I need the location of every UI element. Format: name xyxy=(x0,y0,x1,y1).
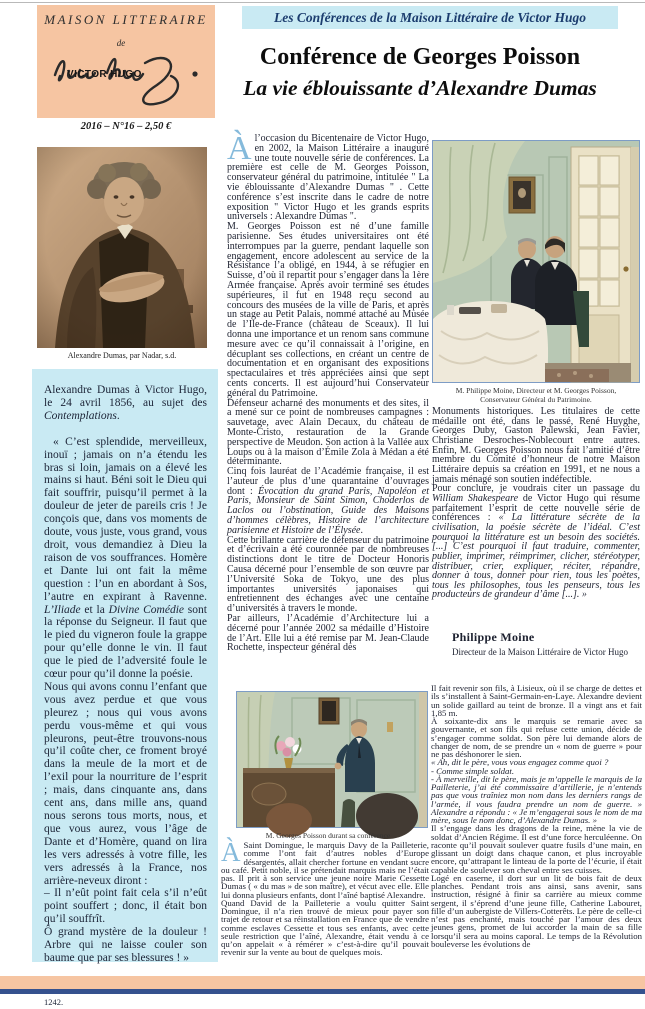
moine-poisson-photo xyxy=(432,140,640,383)
dialogue-line: « Ah, dit le père, vous vous engagez comme quoi ? xyxy=(431,757,609,768)
article-paragraph: Par ailleurs, l’Académie d’Architecture lui a décerné pour l’année 2002 sa médaille d’Histoire de l’Art. Elle lui a été remise par M. Jean-Claude Rochette, inspecteur général des xyxy=(227,613,429,654)
article-column-right xyxy=(432,407,640,600)
dropcap-a: À xyxy=(221,837,241,867)
dialogue-line: - À merveille, dit le père, mais je m’appelle le marquis de la Pailleterie, j’ai été commissaire d’artillerie, je n’entends pas que vous traîniez mon nom dans les derniers rangs de l’armée, il vous faudra prendre un nom de guerre. » Alexandre a répondu : « Je m’engagerai sous le nom de ma mère, sous le nom donc, d’Alexandre Dumas. » xyxy=(431,773,642,825)
footer-navy-bar xyxy=(0,989,645,994)
article-paragraph: M. Georges Poisson est né d’une famille parisienne. Ses études universitaires ont été interrompues par la guerre, pendant laquelle son engagement, encore adolescent au service de la Résistance l’a obligé, en 1944, à se réfugier en Suisse, d’où il repartit pour s’engager dans la 1ère Armée française. Après avoir terminé ses études supérieures, il fut en 1948 reçu second au concours des musées de la ville de Paris, et après un stage au Petit Palais, nommé attaché au Musée de l’Ile-de-France (château de Sceaux). Il lui donna une importance et un renom sans commune mesure avec ce qu’il connaissait à l’origine, en décuplant ses collections, en créant un centre de documentation et en organisant des expositions spectaculaires et très appréciées ainsi que sept cents concerts. Il est aujourd’hui Conservateur général du Patrimoine. xyxy=(227,221,429,399)
conference-photo xyxy=(236,691,428,828)
masthead-title: MAISON LITTERAIRE xyxy=(44,12,208,27)
dropcap-a: À xyxy=(227,130,252,167)
portrait-caption: Alexandre Dumas, par Nadar, s.d. xyxy=(67,351,177,360)
quote-paragraph: Ô grand mystère de la douleur ! Arbre qui ne laisse couler son baume que par ses blessures ! » xyxy=(44,926,207,964)
article-paragraph: Défenseur acharné des monuments et des sites, il a mené sur ce point de nombreuses campagnes : sauvetage, avec Alain Decaux, du château de Monte-Cristo, restauration de la Grande perspective de Meudon. Son action à la Vallée aux Loups ou à la maison d’Émile Zola à Médan a été déterminante. xyxy=(227,397,429,468)
article-paragraph: Monuments historiques. Les titulaires de cette médaille ont été, dans le passé, René Huyghe, Georges Duby, Gaston Palewski, Jean Favier, Christiane Desroches-Noblecourt entre autres. Enfin, M. Georges Poisson nous fait l’amitié d’être membre du Comité d’honneur de notre Maison Littéraire depuis sa création en 1991, et ne nous a jamais ménagé son soutien indéfectible. xyxy=(432,406,640,485)
masthead-box xyxy=(37,5,215,118)
author-role: Directeur de la Maison Littéraire de Victor Hugo xyxy=(452,647,628,657)
quote-paragraph: « C’est splendide, merveilleux, inouï ; jamais on n’a étendu les bras si loin, jamais on a élevé les mains si haut. Béni soit le Dieu qui fait souffrir, puisqu’il permet à la douleur de jeter de pareils cris ! Je conçois que, dans vos moments de doute, vous juste, vous grand, vous droit, vous demandiez à Dieu la raison de vos souffrances. Homère et Dante lui ont fait la même question : l’un en abordant à Sos, l’autre en expirant à Ravenne. L’Iliade et la Divine Comédie sont la réponse du Seigneur. Il faut que le pied du vigneron foule la grappe pour qu’elle donne le vin. Il faut que le pied de l’adversité foule le cœur pour qu’il donne la poésie. xyxy=(44,435,207,681)
moine-photo-caption: M. Philippe Moine, Directeur et M. Georges Poisson, Conservateur Général du Patrimoine. xyxy=(455,386,617,404)
article-paragraph: Il fait revenir son fils, à Lisieux, où il se charge de dettes et ils s’installent à Saint-Germain-en-Laye. Alexandre devient un solide gaillard au teint de bronze. Il a vingt ans et fait 1,85 m. xyxy=(431,683,642,718)
wall-frame xyxy=(509,177,535,213)
conference-photo-caption: M. Georges Poisson durant sa conférence xyxy=(265,831,391,840)
author-name: Philippe Moine xyxy=(452,630,535,644)
author-signature xyxy=(452,630,628,657)
article-column-middle xyxy=(227,130,429,654)
dialogue-line: - Comme simple soldat. xyxy=(431,765,515,776)
page-subtitle: La vie éblouissante d’Alexandre Dumas xyxy=(243,76,597,100)
article-column-right-bottom xyxy=(431,684,642,948)
article-paragraph: Cette brillante carrière de défenseur du patrimoine et d’écrivain a été couronnée par de nombreuses distinctions dont le titre de Docteur Honoris Causa décerné pour l’ensemble de son œuvre par l’Université Soka de Tokyo, une des plus importantes universités japonaises qui entretiennent des échanges avec une centaine d’universités à travers le monde. xyxy=(227,534,429,615)
quote-intro: Alexandre Dumas à Victor Hugo, le 24 avril 1856, au sujet des Contemplations. xyxy=(44,384,207,422)
article-paragraph: Pour conclure, je voudrais citer un passage du William Shakespeare de Victor Hugo qui résume parfaitement l’esprit de cette nouvelle série de conférences : « La littérature sécrète de la civilisation, la poésie sécrète de l’idéal. C’est pourquoi la littérature est un besoin des sociétés. [...] C’est pourquoi il faut traduire, commenter, publier, imprimer, réimprimer, clicher, stéréotyper, distribuer, crier, expliquer, réciter, répandre, donner à tous, donner pour rien, tous les poètes, tous les philosophes, tous les penseurs, tous les producteurs de grandeur d’âme [...]. » xyxy=(432,483,640,601)
article-paragraph: Logé en caserne, il dort sur un lit de bois fait de deux planches. Pendant trois ans ainsi, sans avenir, sans instruction, résigné à finir sa carrière au mieux comme sergent, il s’éprend d’une jeune fille, Catherine Labouret, fille d’un aubergiste de Villers-Cotterêts. Le père de celle-ci n’est pas enchanté, mais touché par l’amour des deux jeunes gens, promet de lui accorder la main de sa fille lorsqu’il sera au moins caporal. Le temps de la Révolution bouleverse les évolutions de xyxy=(431,872,642,949)
dumas-portrait-photo xyxy=(37,147,207,348)
quote-credit: 1242. xyxy=(44,996,64,1007)
dumas-letter-quote-box xyxy=(32,369,218,1007)
article-paragraph: À soixante-dix ans le marquis se remarie avec sa gouvernante, et son fils qui refuse cette union, décide de s’engager comme soldat. Son père lui demande alors de changer de nom, de se prendre un « nom de guerre » pour ne pas déshonorer le sien. xyxy=(431,716,642,759)
series-banner: Les Conférences de la Maison Littéraire de Victor Hugo xyxy=(242,6,618,29)
top-divider xyxy=(0,2,645,3)
article-paragraph: Il s’engage dans les dragons de la reine, mène la vie de soldat d’Ancien Régime. Il est d’une force herculéenne. On raconte qu’il pouvait soulever quatre fusils d’une main, en glissant un doigt dans chaque canon, et plus incroyable encore, qu’attrapant le linteau de la porte de l’écurie, il était capable de soulever son cheval entre ses cuisses. xyxy=(431,823,642,875)
quote-paragraph: Nous qui avons connu l’enfant que vous avez perdue et que vous pleurez ; nous qui vous avons perdu vous-même et qui vous pleurons, peut-être trouvons-nous qu’il coûte cher, ce froment broyé dans la meule de la mort et de l’exil pour la nourriture de l’esprit ; mais, dans cinquante ans, dans cent ans, dans mille ans, quand nous serons tous morts, nous, et que vous aurez, vous l’âge de Dante et d’Homère, quand on lira les vers adressés à votre fille, les vers adressés à la France, nos arrière-neveux diront : xyxy=(44,680,207,887)
article-column-middle-bottom xyxy=(221,837,429,958)
page-title: Conférence de Georges Poisson xyxy=(259,44,581,70)
signature-de-label: de xyxy=(116,38,126,48)
footer-salmon-bar xyxy=(0,976,645,989)
article-paragraph: Quand David de la Pailleterie a voulu quitter Saint Domingue, il n’a rien trouvé de mieux pour payer son trajet de retour et sa réinstallation en France que de vendre comme esclaves Cessette et tous ses enfants, avec cette seule restriction que l’aîné, Alexandre, était vendu à ce qu’on appelait « à rémérer » c’est-à-dire qu’il pouvait revenir sur la vente au bout de quelques mois. xyxy=(221,897,429,958)
issue-line: 2016 – N°16 – 2,50 € xyxy=(80,121,172,132)
victor-hugo-label: VICTOR HUGO xyxy=(67,69,142,80)
article-paragraph: Àl’occasion du Bicentenaire de Victor Hugo, en 2002, la Maison Littéraire a inauguré une toute nouvelle série de conférences. La première est celle de M. Georges Poisson, conservateur général du patrimoine, intitulée " La vie éblouissante d’Alexandre Dumas " . Cette conférence s’est inscrite dans le cadre de notre exposition " Victor Hugo et les grands esprits universels : Alexandre Dumas ". xyxy=(227,130,429,223)
article-paragraph: À Saint Domingue, le marquis Davy de la Pailleterie, comme l’ont fait d’autres nobles d’Europe désargentés, allait chercher fortune en vendant sucre ou café. Petit noble, il se prétendait marquis mais ne l’était pas. Il prit à son service une jeune noire Marie Cessette Dumas ( « du mas » de son maître), et vécut avec elle. Elle lui donna plusieurs enfants, dont l’aîné baptisé Alexandre. xyxy=(221,837,429,900)
table xyxy=(433,301,548,382)
quote-paragraph: – Il n’eût point fait cela s’il n’eût point souffert ; donc, il était bon qu’il souffrît. xyxy=(44,887,207,926)
article-paragraph: Cinq fois lauréat de l’Académie française, il est l’auteur de plus d’une quarantaine d’ouvrages dont : Évocation du grand Paris, Napoléon et Paris, Monsieur de Saint Simon, Choderlos de Laclos ou l’obstination, Guide des Maisons d’hommes célèbres, Histoire de l’architecture parisienne et Histoire de l’Élysée. xyxy=(227,466,429,536)
